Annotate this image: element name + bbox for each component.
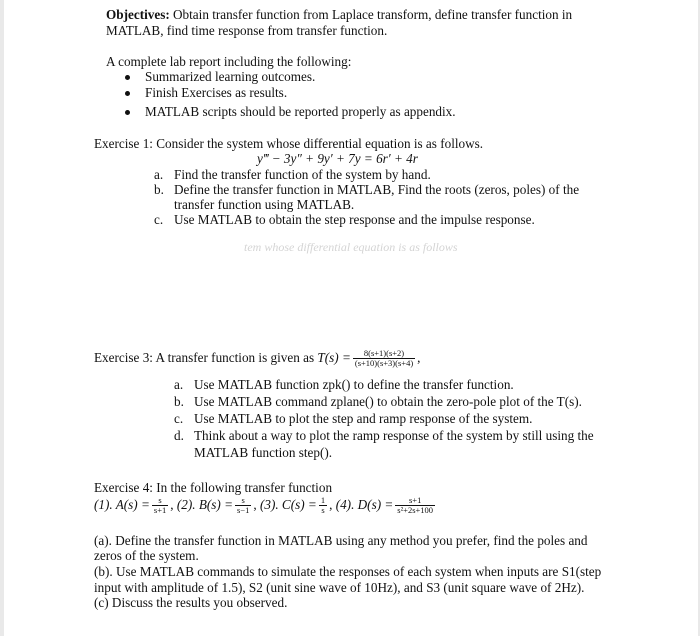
exercise1-marker-a: a. [154,167,164,182]
exercise4-f1-fraction [152,496,168,515]
report-item-3: MATLAB scripts should be reported properly as appendix. [145,104,456,119]
bullet-icon [125,75,130,80]
exercise4-f1-num: s [158,495,162,506]
exercise3-marker-a: a. [174,377,184,392]
exercise4-f2-tail: , [253,497,257,512]
exercise1-marker-c: c. [154,212,164,227]
exercise3-marker-d: d. [174,428,184,443]
exercise4-f4-den: s²+2s+100 [397,505,434,516]
exercise3-item-c: Use MATLAB to plot the step and ramp response of the system. [194,411,533,426]
objectives-text-1: Obtain transfer function from Laplace transform, define transfer function in [169,7,573,22]
bullet-icon [125,110,130,115]
exercise3-marker-c: c. [174,411,184,426]
exercise1-equation: y‴ − 3y″ + 9y′ + 7y = 6r′ + 4r [257,151,418,166]
objectives-line-2: MATLAB, find time response from transfer function. [106,23,388,38]
exercise4-f3-fraction [319,496,327,515]
exercise3-tf-lhs: T(s) = [317,350,351,365]
report-intro: A complete lab report including the following: [106,54,352,69]
bullet-icon [125,91,130,96]
exercise1-marker-b: b. [154,182,164,197]
exercise4-f2-label: (2). B(s) = [176,497,233,512]
exercise4-part-b-cont: input with amplitude of 1.5), S2 (unit sine wave of 10Hz), and S3 (unit square wave of 2Hz). [94,580,585,595]
exercise3-intro-line [94,348,420,368]
exercise4-f1-label: (1). A(s) = [94,497,150,512]
exercise4-intro: Exercise 4: In the following transfer function [94,480,333,495]
objectives-line-1 [106,7,572,23]
objectives-label: Objectives: [106,7,170,22]
exercise4-functions [94,495,437,515]
exercise4-f1-den: s+1 [153,505,167,516]
exercise4-f3-label: (3). C(s) = [259,497,317,512]
bleed-through-text: tem whose differential equation is as follows [244,240,458,254]
report-item-2: Finish Exercises as results. [145,85,288,100]
report-item-1: Summarized learning outcomes. [145,69,316,84]
exercise4-f1-tail: , [170,497,174,512]
exercise4-part-a-cont: zeros of the system. [94,548,199,563]
exercise4-f2-num: s [241,495,245,506]
exercise1-item-a: Find the transfer function of the system by hand. [174,167,431,182]
exercise4-f2-fraction [235,496,251,515]
exercise3-tf-denominator: (s+10)(s+3)(s+4) [354,358,414,369]
exercise4-f4-label: (4). D(s) = [335,497,394,512]
exercise4-part-a: (a). Define the transfer function in MATLAB using any method you prefer, find the poles and [94,533,588,548]
exercise3-item-b: Use MATLAB command zplane() to obtain the zero-pole plot of the T(s). [194,394,582,409]
exercise3-tf-tail: , [417,350,421,365]
document-page [4,0,698,636]
exercise4-f4-num: s+1 [409,495,422,506]
exercise1-item-b-cont: transfer function using MATLAB. [174,197,355,212]
exercise4-f3-tail: , [329,497,333,512]
exercise3-item-d: Think about a way to plot the ramp response of the system by still using the [194,428,594,443]
exercise3-tf-fraction [353,349,415,368]
exercise1-item-c: Use MATLAB to obtain the step response and the impulse response. [174,212,535,227]
exercise1-intro: Exercise 1: Consider the system whose differential equation is as follows. [94,136,484,151]
exercise4-f3-num: 1 [320,495,326,506]
exercise3-marker-b: b. [174,394,184,409]
exercise4-f4-fraction [395,496,435,515]
exercise3-intro: Exercise 3: A transfer function is given as [94,350,318,365]
exercise4-f2-den: s−1 [237,505,250,516]
exercise4-part-b: (b). Use MATLAB commands to simulate the responses of each system when inputs are S1(step [94,564,602,579]
exercise1-item-b: Define the transfer function in MATLAB, Find the roots (zeros, poles) of the [174,182,580,197]
exercise4-part-c: (c) Discuss the results you observed. [94,595,288,610]
exercise3-item-a: Use MATLAB function zpk() to define the transfer function. [194,377,514,392]
exercise4-f3-den: s [319,505,327,515]
exercise3-item-d-cont: MATLAB function step(). [194,445,333,460]
exercise3-tf-numerator: 8(s+1)(s+2) [363,348,405,359]
